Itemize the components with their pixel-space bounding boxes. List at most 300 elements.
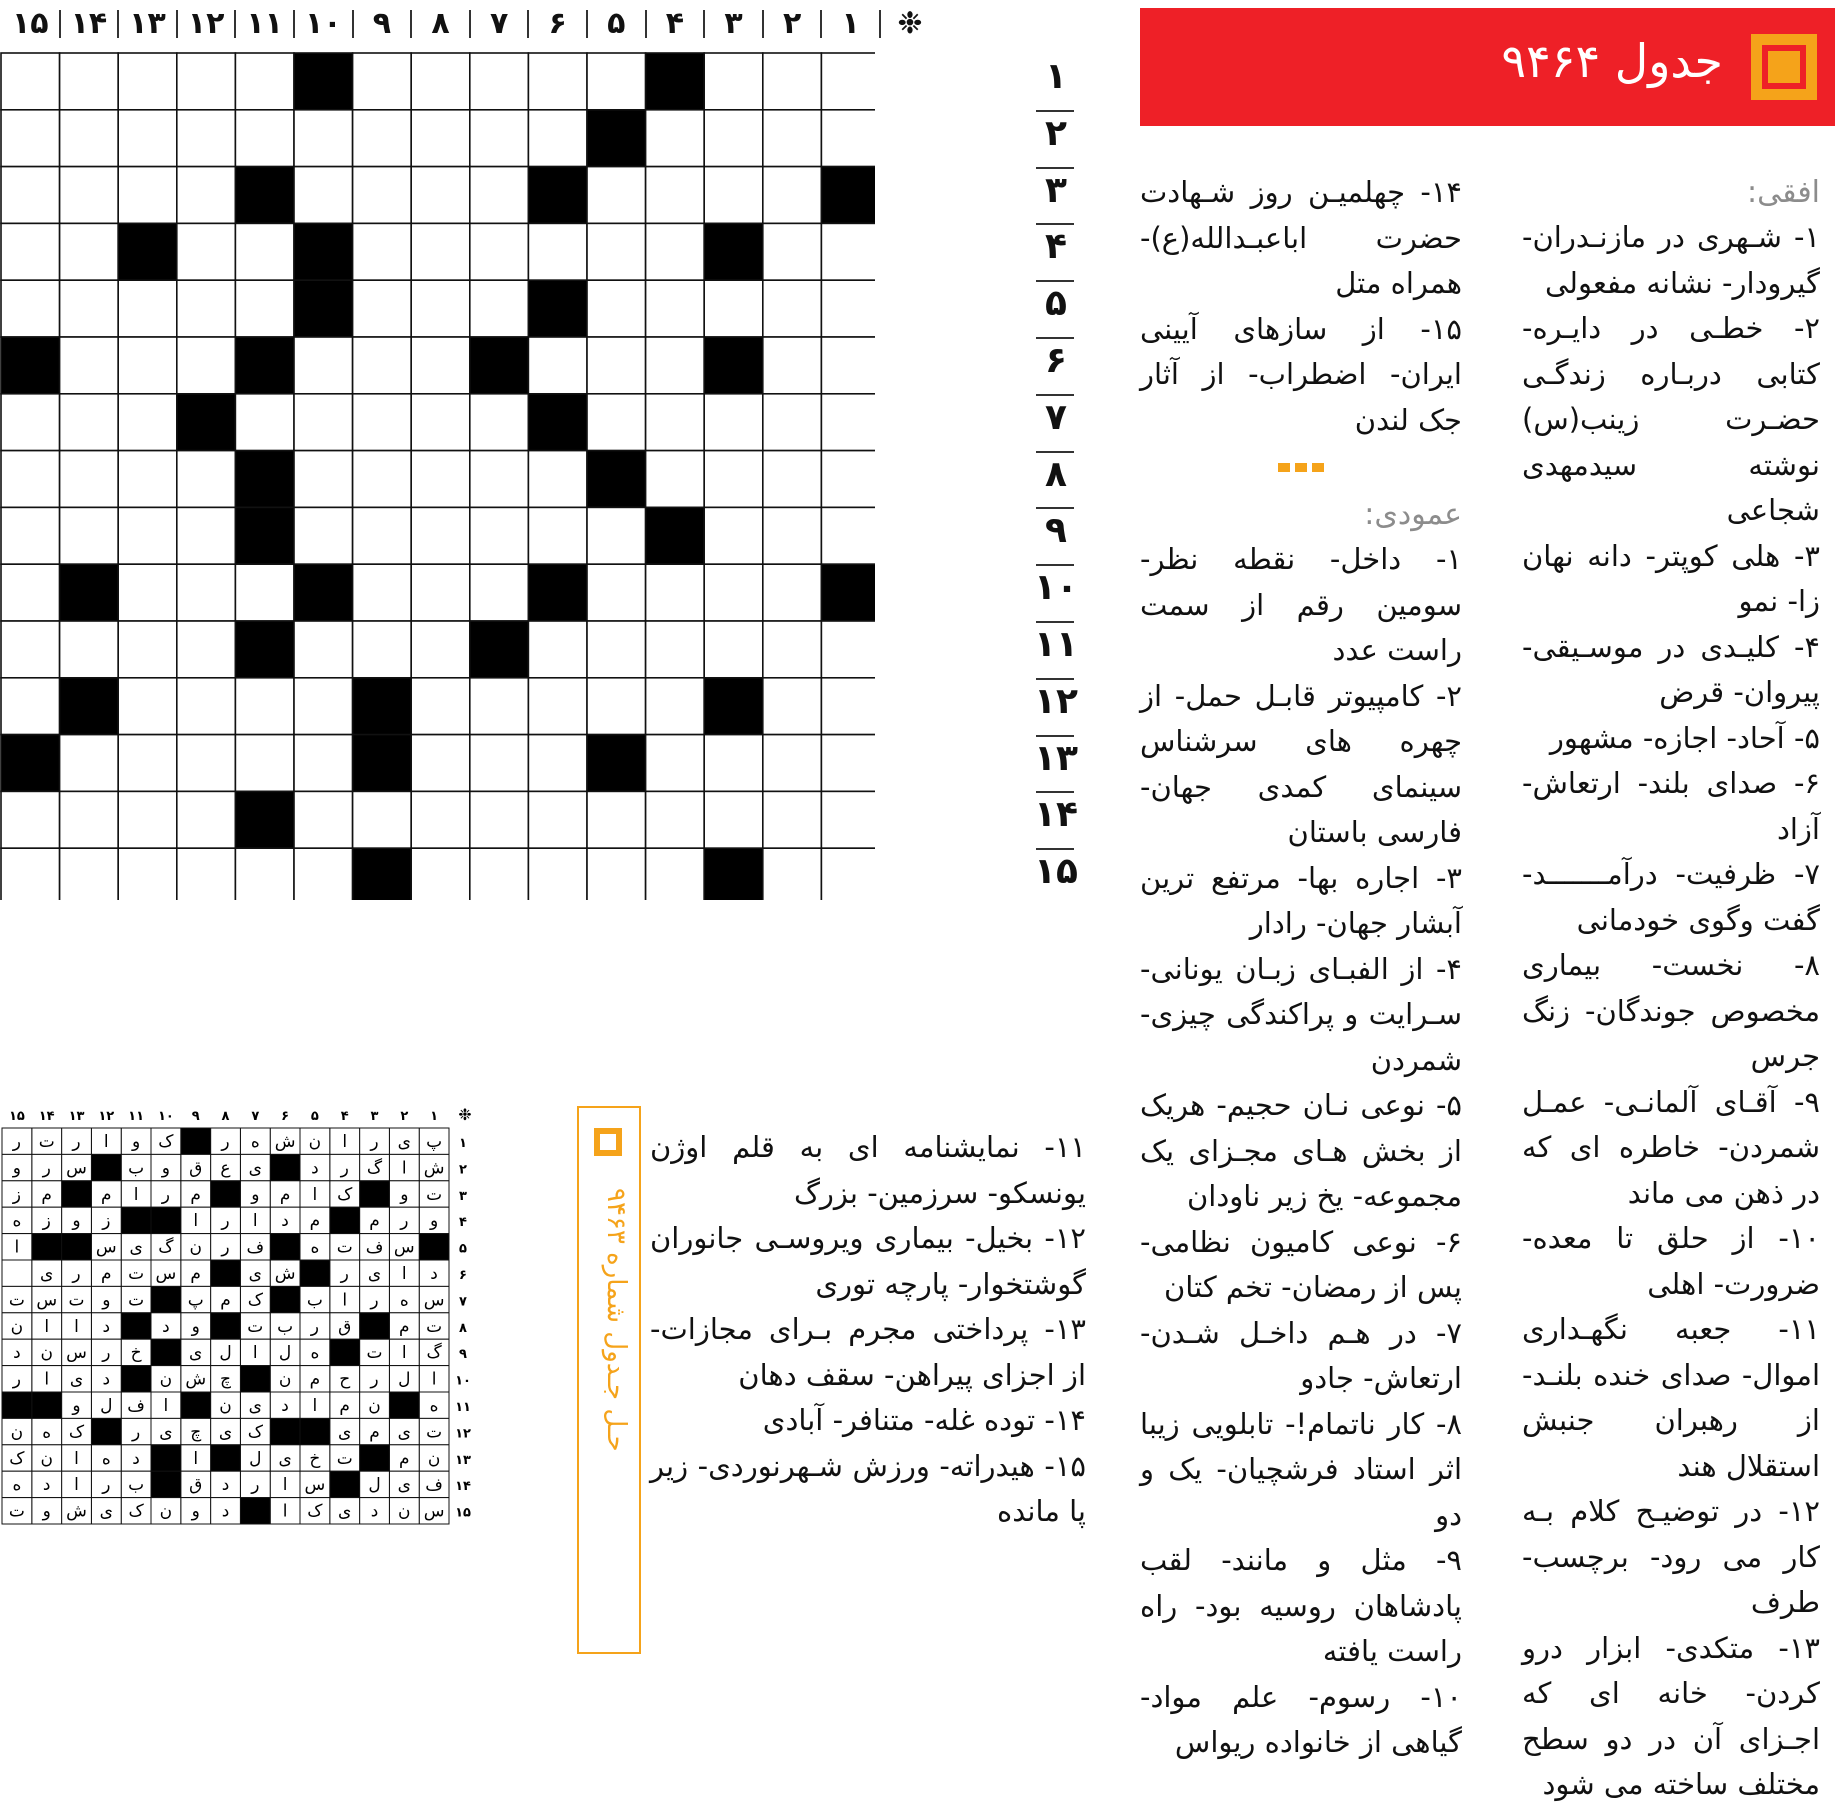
- grid-cell[interactable]: [1, 394, 60, 451]
- grid-cell[interactable]: [177, 507, 236, 564]
- header-separator: [234, 10, 236, 38]
- grid-cell[interactable]: [646, 394, 705, 451]
- solution-block: [62, 1181, 92, 1207]
- clue-item: ۱۵- از سازهای آیینی ایران- اضطراب- از آثار جک لندن: [1140, 311, 1462, 437]
- grid-cell[interactable]: [294, 167, 353, 224]
- grid-cell[interactable]: [646, 110, 705, 167]
- solution-letter: ر: [370, 1369, 379, 1390]
- grid-cell[interactable]: [353, 621, 412, 678]
- solution-letter: و: [12, 1158, 22, 1179]
- grid-cell[interactable]: [177, 110, 236, 167]
- grid-cell[interactable]: [821, 621, 875, 678]
- grid-block: [353, 735, 412, 792]
- solution-letter: ا: [252, 1343, 258, 1364]
- solution-letter: ب: [306, 1290, 323, 1311]
- grid-cell[interactable]: [470, 848, 529, 900]
- row-separator: [1036, 678, 1074, 680]
- grid-cell[interactable]: [528, 621, 587, 678]
- grid-cell[interactable]: [821, 337, 875, 394]
- grid-cell[interactable]: [235, 564, 294, 621]
- grid-cell[interactable]: [821, 791, 875, 848]
- header-separator: [117, 10, 119, 38]
- solution-letter: ن: [40, 1343, 53, 1364]
- grid-cell[interactable]: [704, 621, 763, 678]
- grid-cell[interactable]: [235, 678, 294, 735]
- grid-cell[interactable]: [411, 223, 470, 280]
- grid-cell[interactable]: [60, 337, 119, 394]
- grid-cell[interactable]: [821, 735, 875, 792]
- solution-letter: ر: [72, 1264, 81, 1284]
- section-divider: [1140, 463, 1462, 472]
- grid-cell[interactable]: [763, 735, 822, 792]
- solution-letter: م: [190, 1264, 201, 1284]
- solution-letter: ل: [219, 1343, 232, 1364]
- clue-item: ۱۱- جعبه نگهـداری اموال- صدای خنده بلنـد- از رهبران جنبش استقلال هند: [1522, 1312, 1820, 1483]
- grid-cell[interactable]: [60, 167, 119, 224]
- grid-cell[interactable]: [763, 280, 822, 337]
- grid-cell[interactable]: [470, 394, 529, 451]
- grid-cell[interactable]: [704, 451, 763, 508]
- clue-item: ۲- خطـی در دایـره- کتابی دربـاره زندگـی حضـرت زینب(س) نوشته سیدمهدی شجاعی: [1522, 311, 1820, 527]
- solution-letter: ا: [342, 1290, 348, 1311]
- row-separator: [1036, 280, 1074, 282]
- grid-cell[interactable]: [118, 53, 177, 110]
- clues-column-right: [1522, 170, 1820, 1808]
- grid-cell[interactable]: [763, 621, 822, 678]
- grid-cell[interactable]: [294, 621, 353, 678]
- solution-letter: ر: [12, 1369, 22, 1390]
- grid-cell[interactable]: [587, 337, 646, 394]
- grid-cell[interactable]: [235, 53, 294, 110]
- grid-cell[interactable]: [587, 564, 646, 621]
- solution-letter: ی: [397, 1132, 411, 1152]
- grid-cell[interactable]: [177, 451, 236, 508]
- solution-letter: و: [72, 1396, 81, 1416]
- clue-item: ۷- در هـم داخـل شـدن- ارتعاش- جادو: [1140, 1315, 1462, 1395]
- grid-cell[interactable]: [294, 678, 353, 735]
- grid-cell[interactable]: [353, 53, 412, 110]
- solution-letter: ک: [337, 1184, 353, 1205]
- grid-cell[interactable]: [118, 110, 177, 167]
- solution-letter: ن: [10, 1316, 24, 1337]
- grid-cell[interactable]: [353, 791, 412, 848]
- grid-cell[interactable]: [763, 53, 822, 110]
- grid-cell[interactable]: [646, 451, 705, 508]
- grid-cell[interactable]: [587, 167, 646, 224]
- clue-item: ۵- آحاد- اجازه- مشهور: [1549, 720, 1820, 755]
- solution-letter: د: [162, 1316, 170, 1337]
- grid-cell[interactable]: [60, 735, 119, 792]
- grid-cell[interactable]: [235, 110, 294, 167]
- grid-cell[interactable]: [411, 280, 470, 337]
- grid-cell[interactable]: [1, 223, 60, 280]
- grid-cell[interactable]: [60, 791, 119, 848]
- grid-cell[interactable]: [235, 735, 294, 792]
- grid-cell[interactable]: [821, 223, 875, 280]
- grid-cell[interactable]: [353, 451, 412, 508]
- grid-cell[interactable]: [821, 451, 875, 508]
- grid-cell[interactable]: [587, 280, 646, 337]
- grid-cell[interactable]: [1, 110, 60, 167]
- solution-block: [211, 1445, 241, 1471]
- solution-letter: ا: [252, 1211, 258, 1232]
- grid-cell[interactable]: [646, 223, 705, 280]
- solution-column-number: ۵: [310, 1109, 319, 1124]
- grid-cell[interactable]: [177, 848, 236, 900]
- grid-cell[interactable]: [528, 110, 587, 167]
- solution-block: [270, 1286, 300, 1312]
- grid-cell[interactable]: [821, 507, 875, 564]
- solution-letter: ا: [193, 1211, 199, 1232]
- grid-cell[interactable]: [587, 394, 646, 451]
- grid-cell[interactable]: [294, 394, 353, 451]
- grid-cell[interactable]: [294, 110, 353, 167]
- solution-letter: و: [72, 1211, 81, 1232]
- grid-cell[interactable]: [470, 678, 529, 735]
- grid-cell[interactable]: [587, 507, 646, 564]
- solution-letter: ت: [426, 1184, 443, 1205]
- grid-cell[interactable]: [763, 791, 822, 848]
- grid-cell[interactable]: [353, 110, 412, 167]
- grid-cell[interactable]: [704, 280, 763, 337]
- solution-letter: م: [369, 1422, 380, 1443]
- solution-block: [270, 1234, 300, 1260]
- grid-cell[interactable]: [704, 394, 763, 451]
- solution-column-number: ۱۴: [38, 1109, 55, 1124]
- down-heading: عمودی:: [1364, 497, 1462, 532]
- grid-cell[interactable]: [1, 621, 60, 678]
- header-separator: [645, 10, 647, 38]
- grid-cell[interactable]: [118, 451, 177, 508]
- grid-cell[interactable]: [528, 337, 587, 394]
- grid-cell[interactable]: [646, 564, 705, 621]
- solution-letter: ی: [69, 1369, 84, 1390]
- grid-cell[interactable]: [235, 280, 294, 337]
- grid-cell[interactable]: [763, 507, 822, 564]
- grid-cell[interactable]: [821, 53, 875, 110]
- clue-item: ۱- شـهری در مازنـدران- گیرودار- نشانه مفعولی: [1522, 220, 1820, 300]
- grid-cell[interactable]: [763, 848, 822, 900]
- grid-cell[interactable]: [821, 678, 875, 735]
- solution-block: [389, 1392, 419, 1418]
- solution-row-number: ۹: [459, 1347, 467, 1363]
- grid-cell[interactable]: [60, 507, 119, 564]
- solution-letter: م: [220, 1290, 231, 1311]
- grid-cell[interactable]: [470, 791, 529, 848]
- grid-cell[interactable]: [763, 223, 822, 280]
- solution-letter: ا: [193, 1448, 199, 1469]
- title-banner: [1140, 8, 1835, 126]
- grid-cell[interactable]: [60, 621, 119, 678]
- grid-cell[interactable]: [177, 735, 236, 792]
- solution-letter: ه: [250, 1132, 260, 1152]
- solution-column-number: ۱۲: [98, 1109, 115, 1124]
- grid-cell[interactable]: [60, 53, 119, 110]
- clue-item: ۱۲- بخیل- بیماری ویروسـی جانوران گوشتخوار- پارچه توری: [650, 1221, 1086, 1301]
- solution-row-number: ۱۵: [455, 1505, 471, 1521]
- clue-item: ۱۵- هیدراته- ورزش شـهرنوردی- زیر پا مانده: [650, 1448, 1086, 1528]
- solution-row-number: ۲: [459, 1162, 467, 1178]
- grid-cell[interactable]: [353, 564, 412, 621]
- grid-cell[interactable]: [411, 451, 470, 508]
- row-number: ۱۴: [1034, 794, 1078, 836]
- grid-block: [353, 678, 412, 735]
- solution-letter: ش: [274, 1132, 296, 1152]
- grid-cell[interactable]: [353, 337, 412, 394]
- grid-cell[interactable]: [704, 167, 763, 224]
- solution-letter: ی: [40, 1264, 54, 1284]
- crossword-grid[interactable]: [0, 52, 875, 900]
- grid-cell[interactable]: [646, 678, 705, 735]
- grid-cell[interactable]: [528, 848, 587, 900]
- grid-block: [235, 791, 294, 848]
- grid-cell[interactable]: [118, 791, 177, 848]
- grid-cell[interactable]: [294, 848, 353, 900]
- solution-letter: ف: [425, 1475, 443, 1496]
- solution-letter: ی: [338, 1501, 352, 1522]
- solution-letter: و: [400, 1184, 409, 1205]
- solution-column-number: ۳: [370, 1109, 379, 1124]
- grid-cell[interactable]: [118, 678, 177, 735]
- grid-cell[interactable]: [60, 394, 119, 451]
- grid-cell[interactable]: [646, 735, 705, 792]
- grid-cell[interactable]: [470, 451, 529, 508]
- grid-cell[interactable]: [177, 280, 236, 337]
- grid-cell[interactable]: [821, 110, 875, 167]
- grid-cell[interactable]: [704, 53, 763, 110]
- grid-cell[interactable]: [587, 678, 646, 735]
- grid-cell[interactable]: [411, 53, 470, 110]
- grid-cell[interactable]: [411, 394, 470, 451]
- grid-cell[interactable]: [411, 791, 470, 848]
- grid-cell[interactable]: [470, 564, 529, 621]
- solution-letter: ا: [282, 1501, 288, 1522]
- grid-cell[interactable]: [1, 451, 60, 508]
- grid-cell[interactable]: [646, 167, 705, 224]
- grid-cell[interactable]: [763, 110, 822, 167]
- row-number: ۱: [1045, 56, 1067, 97]
- grid-cell[interactable]: [177, 791, 236, 848]
- grid-cell[interactable]: [411, 337, 470, 394]
- column-number: ۱۱: [246, 6, 283, 41]
- grid-cell[interactable]: [587, 621, 646, 678]
- grid-cell[interactable]: [411, 678, 470, 735]
- grid-cell[interactable]: [235, 223, 294, 280]
- solution-block: [270, 1154, 300, 1180]
- grid-cell[interactable]: [353, 394, 412, 451]
- grid-cell[interactable]: [470, 223, 529, 280]
- grid-cell[interactable]: [411, 167, 470, 224]
- row-number: ۱۳: [1034, 737, 1078, 779]
- grid-cell[interactable]: [118, 337, 177, 394]
- grid-cell[interactable]: [60, 848, 119, 900]
- grid-cell[interactable]: [60, 110, 119, 167]
- grid-cell[interactable]: [353, 280, 412, 337]
- grid-block: [235, 621, 294, 678]
- grid-cell[interactable]: [118, 280, 177, 337]
- grid-cell[interactable]: [177, 223, 236, 280]
- grid-cell[interactable]: [294, 337, 353, 394]
- grid-cell[interactable]: [646, 848, 705, 900]
- grid-cell[interactable]: [1, 53, 60, 110]
- grid-cell[interactable]: [646, 621, 705, 678]
- grid-cell[interactable]: [177, 53, 236, 110]
- grid-cell[interactable]: [821, 394, 875, 451]
- solution-row-number: ۱۰: [455, 1373, 471, 1389]
- solution-letter: م: [399, 1448, 410, 1469]
- grid-cell[interactable]: [528, 223, 587, 280]
- solution-letter: د: [370, 1501, 379, 1522]
- grid-cell[interactable]: [177, 678, 236, 735]
- solution-block: [211, 1260, 241, 1286]
- solution-letter: م: [369, 1211, 380, 1232]
- solution-letter: س: [423, 1501, 445, 1522]
- grid-cell[interactable]: [294, 507, 353, 564]
- solution-banner: [577, 1106, 641, 1654]
- solution-letter: ه: [310, 1343, 320, 1364]
- solution-block: [211, 1181, 241, 1207]
- grid-cell[interactable]: [587, 791, 646, 848]
- grid-cell[interactable]: [821, 848, 875, 900]
- grid-cell[interactable]: [763, 564, 822, 621]
- solution-letter: ی: [367, 1264, 382, 1284]
- grid-cell[interactable]: [470, 280, 529, 337]
- row-number: ۶: [1045, 340, 1067, 381]
- solution-letter: ا: [401, 1343, 407, 1364]
- grid-cell[interactable]: [646, 280, 705, 337]
- solution-letter: ن: [159, 1501, 173, 1522]
- grid-cell[interactable]: [704, 791, 763, 848]
- solution-letter: ت: [38, 1132, 55, 1152]
- solution-letter: م: [339, 1396, 350, 1416]
- grid-cell[interactable]: [411, 735, 470, 792]
- grid-block: [60, 564, 119, 621]
- solution-letter: ن: [219, 1396, 232, 1416]
- grid-cell[interactable]: [60, 451, 119, 508]
- grid-cell[interactable]: [118, 167, 177, 224]
- grid-cell[interactable]: [353, 167, 412, 224]
- grid-cell[interactable]: [1, 280, 60, 337]
- grid-cell[interactable]: [60, 280, 119, 337]
- solution-letter: خ: [309, 1448, 321, 1469]
- solution-letter: ا: [103, 1132, 109, 1152]
- grid-cell[interactable]: [235, 848, 294, 900]
- solution-letter: ت: [366, 1343, 383, 1364]
- grid-cell[interactable]: [118, 564, 177, 621]
- solution-letter: ا: [74, 1475, 79, 1496]
- grid-cell[interactable]: [118, 735, 177, 792]
- grid-cell[interactable]: [704, 564, 763, 621]
- solution-letter: ک: [68, 1422, 85, 1443]
- grid-block: [470, 337, 529, 394]
- grid-cell[interactable]: [528, 451, 587, 508]
- grid-cell[interactable]: [528, 507, 587, 564]
- solution-letter: د: [132, 1448, 140, 1469]
- solution-letter: ف: [127, 1396, 145, 1416]
- grid-cell[interactable]: [411, 848, 470, 900]
- grid-cell[interactable]: [294, 735, 353, 792]
- solution-row-number: ۱۱: [455, 1400, 471, 1415]
- grid-cell[interactable]: [353, 507, 412, 564]
- grid-cell[interactable]: [177, 621, 236, 678]
- grid-cell[interactable]: [177, 167, 236, 224]
- grid-cell[interactable]: [763, 167, 822, 224]
- grid-cell[interactable]: [1, 167, 60, 224]
- grid-cell[interactable]: [763, 394, 822, 451]
- grid-cell[interactable]: [704, 507, 763, 564]
- row-separator: [1036, 848, 1074, 850]
- grid-cell[interactable]: [646, 337, 705, 394]
- grid-cell[interactable]: [470, 53, 529, 110]
- solution-column-number: ۹: [191, 1109, 200, 1124]
- solution-block: [240, 1366, 270, 1392]
- header-separator: [703, 10, 705, 38]
- grid-cell[interactable]: [704, 735, 763, 792]
- grid-cell[interactable]: [1, 791, 60, 848]
- grid-cell[interactable]: [470, 735, 529, 792]
- grid-cell[interactable]: [411, 507, 470, 564]
- grid-cell[interactable]: [1, 507, 60, 564]
- grid-cell[interactable]: [587, 223, 646, 280]
- grid-block: [294, 223, 353, 280]
- grid-cell[interactable]: [177, 564, 236, 621]
- grid-cell[interactable]: [646, 791, 705, 848]
- solution-letter: پ: [426, 1132, 443, 1152]
- grid-cell[interactable]: [587, 53, 646, 110]
- grid-cell[interactable]: [177, 337, 236, 394]
- grid-cell[interactable]: [294, 451, 353, 508]
- grid-cell[interactable]: [528, 678, 587, 735]
- grid-cell[interactable]: [704, 110, 763, 167]
- solution-row-number: ۶: [459, 1268, 467, 1283]
- grid-cell[interactable]: [1, 564, 60, 621]
- grid-cell[interactable]: [470, 167, 529, 224]
- solution-block: [121, 1366, 151, 1392]
- grid-cell[interactable]: [528, 735, 587, 792]
- grid-cell[interactable]: [763, 678, 822, 735]
- grid-cell[interactable]: [411, 621, 470, 678]
- grid-cell[interactable]: [118, 621, 177, 678]
- grid-cell[interactable]: [587, 848, 646, 900]
- solution-block: [151, 1445, 181, 1471]
- grid-cell[interactable]: [763, 451, 822, 508]
- solution-letter: ی: [218, 1422, 233, 1443]
- solution-letter: ک: [158, 1132, 174, 1152]
- grid-block: [294, 280, 353, 337]
- grid-cell[interactable]: [528, 53, 587, 110]
- grid-cell[interactable]: [763, 337, 822, 394]
- grid-block: [1, 735, 60, 792]
- grid-cell[interactable]: [294, 791, 353, 848]
- grid-cell[interactable]: [353, 223, 412, 280]
- grid-cell[interactable]: [411, 110, 470, 167]
- solution-letter: ر: [400, 1211, 409, 1232]
- grid-cell[interactable]: [235, 394, 294, 451]
- grid-cell[interactable]: [118, 394, 177, 451]
- grid-cell[interactable]: [1, 848, 60, 900]
- grid-cell[interactable]: [821, 280, 875, 337]
- grid-cell[interactable]: [470, 110, 529, 167]
- grid-cell[interactable]: [118, 848, 177, 900]
- grid-cell[interactable]: [1, 678, 60, 735]
- solution-letter: چ: [190, 1422, 202, 1443]
- grid-cell[interactable]: [411, 564, 470, 621]
- grid-cell[interactable]: [528, 791, 587, 848]
- grid-cell[interactable]: [118, 507, 177, 564]
- grid-cell[interactable]: [60, 223, 119, 280]
- clue-item: ۱۲- در توضیـح کلام بـه کار می رود- برچسب- طرف: [1522, 1494, 1820, 1619]
- grid-cell[interactable]: [470, 507, 529, 564]
